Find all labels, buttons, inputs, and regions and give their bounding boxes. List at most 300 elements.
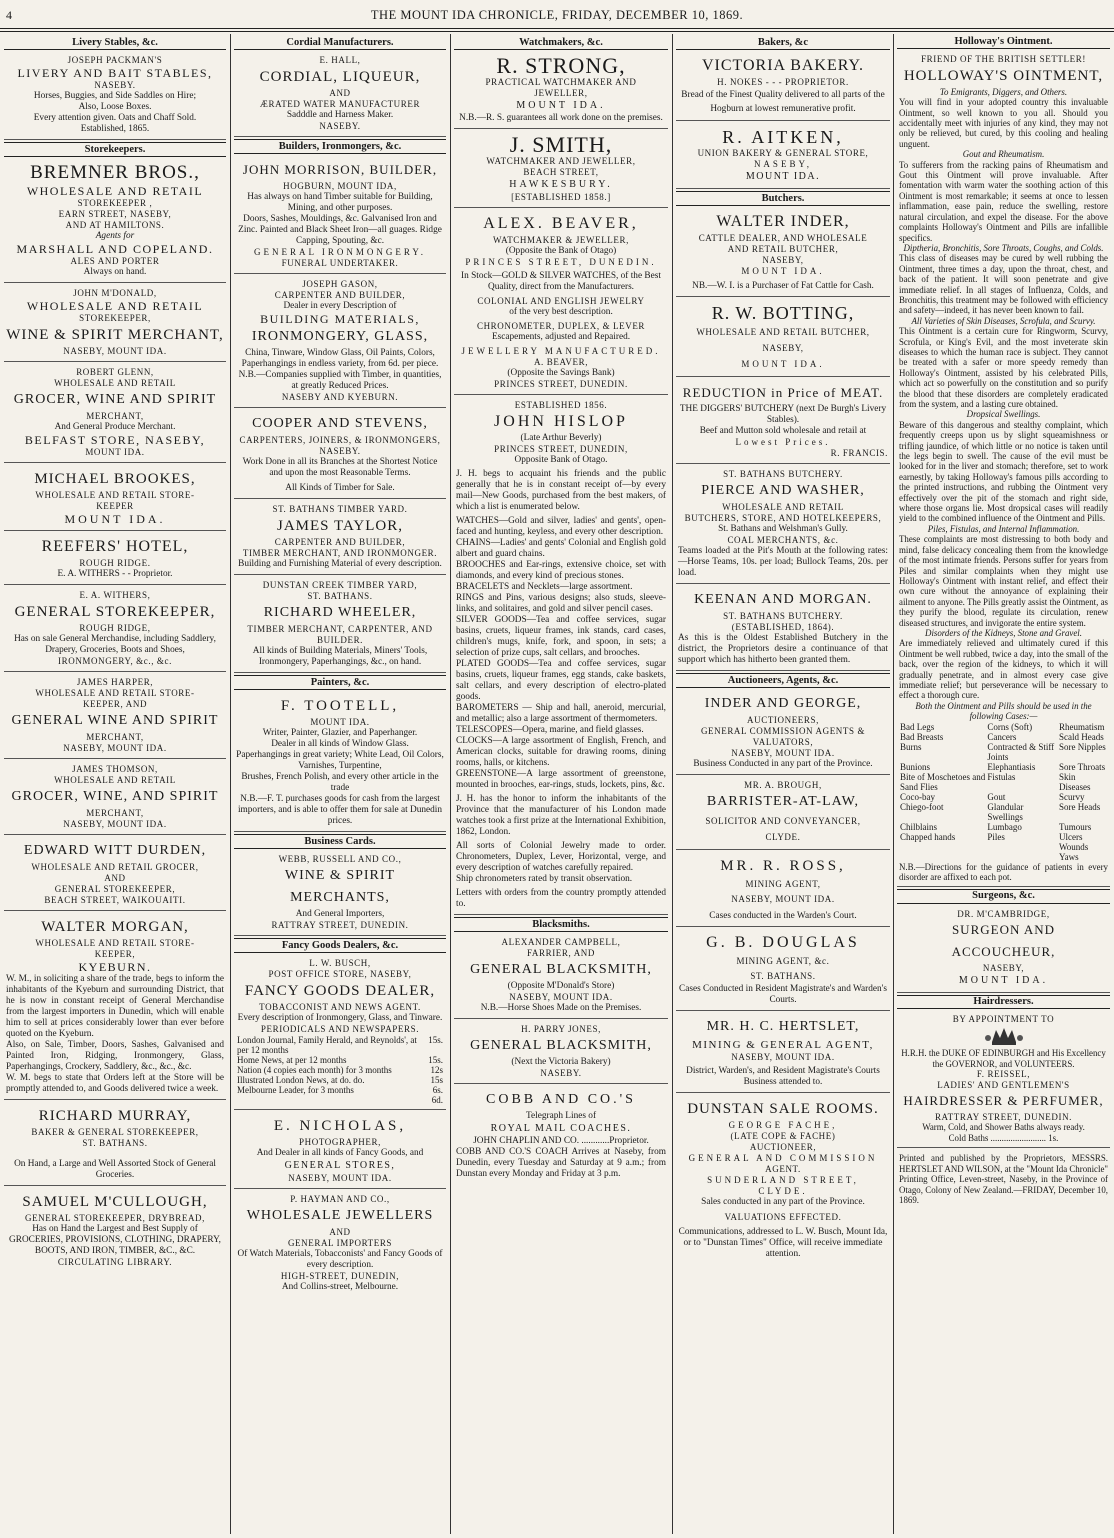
ad-text: CHRONOMETER, DUPLEX, & LEVER: [476, 321, 646, 331]
subhead: All Varieties of Skin Diseases, Scrofula, and Scurvy.: [911, 315, 1096, 326]
ad-text: MOUNT IDA.: [64, 512, 166, 526]
ad-text: SUNDERLAND STREET,: [707, 1175, 859, 1185]
ailment-row: Burns Contracted & Stiff Joints Sore Nipples: [900, 741, 1106, 762]
ad-text: And Dealer in all kinds of Fancy Goods, and: [256, 1148, 424, 1158]
ad-headline: GROCER, WINE, AND SPIRIT: [11, 789, 219, 804]
ad-text: MOUNT IDA.: [958, 974, 1049, 986]
ad-text: WHOLESALE AND RETAIL: [722, 502, 844, 512]
ad-name: DR. M'CAMBRIDGE,: [957, 908, 1050, 919]
ad-wheeler: [234, 577, 446, 673]
ad-headline: F. TOOTELL,: [280, 698, 400, 714]
column-5: [897, 34, 1110, 1534]
ad-headline: FANCY GOODS DEALER,: [244, 983, 436, 999]
ad-text: J. H. has the honor to inform the inhabitants of the Province that the manufacturer of his London made watches took a first prize at the International Exhibition, 1862, London.: [456, 794, 666, 837]
ad-text: R. FRANCIS.: [830, 448, 888, 458]
subhead: To Emigrants, Diggers, and Others.: [939, 86, 1068, 97]
ad-text: JOHN CHAPLIN AND CO. ............Proprietor.: [473, 1136, 649, 1146]
ad-packman: [4, 52, 226, 140]
ad-text: BY APPOINTMENT TO: [952, 1014, 1055, 1025]
ad-holloway: [897, 51, 1110, 887]
ad-text: RATTRAY STREET, DUNEDIN.: [934, 1112, 1073, 1123]
ailment-row: Chilblains Lumbago Tumours: [900, 821, 1092, 832]
ad-text: H.R.H. the DUKE OF EDINBURGH and His Excellency the GOVERNOR, and VOLUNTEERS.: [901, 1048, 1106, 1069]
royal-crest-icon: [899, 1024, 1108, 1048]
ad-text: MINING AGENT,: [745, 879, 821, 889]
ad-text: FARRIER, AND: [526, 948, 596, 958]
ad-text: AGENT.: [765, 1164, 801, 1174]
ad-headline: HOLLOWAY'S OINTMENT,: [903, 67, 1104, 84]
ad-text: LADIES' AND GENTLEMEN'S: [937, 1079, 1070, 1090]
ad-text: NASEBY, MOUNT IDA.: [731, 748, 835, 758]
ad-headline: EDWARD WITT DURDEN,: [23, 843, 207, 858]
ad-text: TOBACCONIST AND NEWS AGENT.: [259, 1002, 421, 1012]
column-rule: [230, 34, 231, 1534]
ad-text: COAL MERCHANTS, &c.: [727, 535, 839, 545]
ad-headline: GENERAL STOREKEEPER,: [14, 604, 216, 620]
ad-text: (Opposite M'Donald's Store): [507, 981, 615, 991]
ad-text: CARPENTERS, JOINERS, & IRONMONGERS,: [239, 435, 441, 445]
ad-text: KYEBURN.: [78, 960, 152, 974]
section-heading-livery: Livery Stables, &c.: [4, 36, 226, 50]
price-row: Home News, at per 12 months 15s.: [237, 1055, 443, 1065]
ad-name: JOHN M'DONALD,: [73, 288, 157, 298]
ad-text: COLONIAL AND ENGLISH JEWELRY: [477, 296, 645, 306]
ad-text: BUILDING MATERIALS,: [260, 312, 420, 326]
ailment-row: Chapped hands Piles Ulcers: [900, 831, 1083, 842]
ad-text: N.B.—Companies supplied with Timber, in quantities, at greatly Reduced Prices.: [238, 370, 442, 391]
ad-headline: VICTORIA BAKERY.: [701, 57, 865, 74]
ad-text: GENERAL STOREKEEPER, DRYBREAD,: [24, 1213, 205, 1223]
ad-headline: HAIRDRESSER & PERFUMER,: [903, 1093, 1104, 1109]
masthead: [0, 8, 1114, 30]
ad-cooper: [234, 410, 446, 499]
ad-name: MR. A. BROUGH,: [744, 780, 822, 790]
ad-headline: COOPER AND STEVENS,: [252, 416, 428, 431]
ad-name: JOSEPH PACKMAN'S: [67, 55, 163, 65]
ad-headline: SURGEON AND ACCOUCHEUR,: [951, 922, 1056, 960]
column-1: [4, 34, 226, 1534]
ad-text: China, Tinware, Window Glass, Oil Paints, Colors, Paperhangings in endless variety, from 6d. per piece.: [241, 348, 439, 369]
ad-text: ST. BATHANS.: [82, 1138, 148, 1148]
ad-text: In Stock—GOLD & SILVER WATCHES, of the Best Quality, direct from the Manufacturers.: [461, 271, 661, 292]
section-heading-auctioneers: Auctioneers, Agents, &c.: [676, 673, 890, 688]
ad-name: ST. BATHANS BUTCHERY.: [723, 469, 843, 479]
section-heading-storekeepers: Storekeepers.: [4, 142, 226, 157]
price-row: Melbourne Leader, for 3 months 6s. 6d.: [237, 1085, 443, 1105]
ad-headline: RICHARD WHEELER,: [263, 605, 417, 620]
ad-douglas: [676, 929, 890, 1011]
ad-text: PRINCES STREET, DUNEDIN.: [494, 379, 628, 389]
imprint-text: Printed and published by the Proprietors, MESSRS. HERTSLET AND WILSON, at the "Mount Ida Chronicle" Printing Office, Leven-street, Naseby, in the Province of Otago, Colony of New Zealand.—FRIDAY, December 10, 1869.: [899, 1153, 1109, 1205]
ad-text: Has on Hand the Largest and Best Supply of GROCERIES, PROVISIONS, CLOTHING, DRAPERY, BOOTS, AND IRON, TIMBER, &C., &C.: [9, 1224, 221, 1256]
ad-text: VALUATIONS EFFECTED.: [724, 1212, 842, 1222]
ad-text: KEEPER: [96, 501, 134, 511]
imprint: [897, 1150, 1110, 1209]
ad-text: ROUGH RIDGE.: [79, 558, 151, 568]
ad-headline: WALTER INDER,: [716, 213, 850, 230]
ad-text: Cold Baths ......................... 1s.: [948, 1132, 1059, 1143]
ad-text: Building and Furnishing Material of every description.: [238, 559, 442, 569]
column-rule: [893, 34, 894, 1534]
royal-crest-icon: [984, 1024, 1024, 1048]
ad-text: All kinds of Building Materials, Miners' Tools, Ironmongery, Paperhangings, &c., on hand.: [252, 646, 428, 667]
ad-text: NASEBY, MOUNT IDA.: [63, 346, 167, 356]
ad-text: MINING AGENT, &c.: [736, 956, 830, 966]
ad-text: N.B.—F. T. purchases goods for cash from the largest importers, and is able to offer them for sale at Dunedin prices.: [237, 794, 443, 826]
ad-strong: [454, 52, 668, 129]
column-4: [676, 34, 890, 1534]
section-heading-surgeons: Surgeons, &c.: [897, 889, 1110, 903]
ad-text: WATCHMAKER AND JEWELLER,: [486, 156, 636, 166]
ad-jones: [454, 1021, 668, 1084]
ad-text: MERCHANT,: [86, 732, 144, 742]
ad-text: Has always on hand Timber suitable for Building, Mining, and other purposes.: [247, 192, 433, 213]
ad-text: Opposite Bank of Otago.: [514, 455, 608, 465]
ad-morgan: [4, 913, 226, 1100]
ailment-row: Bad Breasts Cancers Scald Heads: [900, 731, 1104, 742]
subhead: Both the Ointment and Pills should be used in the following Cases:—: [915, 700, 1092, 722]
ad-campbell: [454, 934, 668, 1019]
ailment-row: Coco-bay Gout Scurvy: [900, 791, 1085, 802]
ad-text: Doors, Sashes, Mouldings, &c. Galvanised Iron and Zinc. Painted and Black Sheet Iron—all guages. Ridge Capping, Spouting, &c.: [238, 214, 442, 246]
ad-text: MOUNT IDA.: [85, 447, 145, 457]
ad-text: CLYDE.: [765, 832, 801, 842]
ailment-row: Chiego-foot Glandular Swellings Sore Heads: [900, 801, 1101, 822]
ad-aitken: [676, 123, 890, 189]
ad-headline: BREMNER BROS.,: [30, 162, 200, 183]
ad-text: This Ointment is a certain cure for Ringworm, Scurvy, Scrofula, or King's Evil, and the most inveterate skin diseases to which the human race is subject. They cannot be treated with a safer or more speedy remedy than Holloway's Ointment, assisted by his celebrated Pills, which act so powerfully on the constitution and so purify the blood that these disorders are completely eradicated from the system, and a lasting cure obtained.: [899, 326, 1108, 409]
ad-text: PERIODICALS AND NEWSPAPERS.: [260, 1024, 420, 1034]
ad-smith: [454, 131, 668, 208]
ad-text: CATTLE DEALER, AND WHOLESALE: [698, 233, 868, 243]
ad-text: AND: [329, 88, 351, 98]
ad-text: HAWKESBURY.: [509, 179, 613, 190]
ad-text: GREENSTONE—A large assortment of greenstone, mounted in brooches, ear-rings, studs, lockets, pins, &c.: [456, 769, 666, 790]
ad-beaver: [454, 210, 668, 395]
ad-text: NB.—W. I. is a Purchaser of Fat Cattle for Cash.: [692, 281, 874, 291]
ad-text: NASEBY, MOUNT IDA.: [63, 743, 167, 753]
ad-text: Also, Loose Boxes.: [78, 102, 152, 112]
ad-text: Escapements, adjusted and Repaired.: [491, 332, 631, 342]
ad-text: TELESCOPES—Opera, marine, and field glasses.: [456, 725, 644, 735]
ad-text: NASEBY, MOUNT IDA.: [731, 1052, 835, 1062]
subhead: Gout and Rheumatism.: [962, 149, 1045, 160]
ad-hertslet: [676, 1013, 890, 1093]
ad-text: TIMBER MERCHANT, AND IRONMONGER.: [242, 548, 438, 558]
ad-text: ROUGH RIDGE,: [79, 623, 151, 633]
ad-text: BAROMETERS — Ship and hall, aneroid, mercurial, and metallic; also a large assortment of thermometers.: [456, 703, 666, 724]
ad-text: E. A. WITHERS - - Proprietor.: [57, 569, 173, 579]
ad-text: WHOLESALE AND RETAIL STORE-: [35, 688, 195, 698]
ad-text: MERCHANT,: [86, 808, 144, 818]
column-rule: [672, 34, 673, 1534]
ad-victoria: [676, 52, 890, 121]
ad-text: These complaints are most distressing to both body and mind, false delicacy concealing them from the knowledge of the most intimate friends. Persons suffer for years from Piles and similar complaints when they might use Holloway's Ointment with instant relief, and effect their own cure without the annoyance of explaining their ailment to anyone. The Pills greatly assist the Ointment, as they purify the blood, regulate its circulation, renew diseased structures, and invigorate the entire system.: [899, 534, 1108, 628]
section-heading-fancy: Fancy Goods Dealers, &c.: [234, 938, 446, 953]
ad-name: JAMES THOMSON,: [72, 764, 158, 774]
ailment-row: Wounds: [1059, 841, 1089, 852]
ad-text: W. M. begs to state that Orders left at the Store will be promptly attended to, and Goods delivered twice a week.: [6, 1073, 224, 1094]
ad-hayman: [234, 1191, 446, 1297]
ad-headline: RICHARD MURRAY,: [38, 1108, 192, 1124]
ad-text: WATCHES—Gold and silver, ladies' and gents', open-faced and hunting, keyless, and every other description.: [456, 516, 666, 537]
ad-text: NASEBY.: [540, 1068, 582, 1078]
ad-text: KEEPER,: [94, 949, 136, 959]
ad-headline: WINE & SPIRIT MERCHANT,: [6, 327, 224, 343]
ad-headline: R. W. BOTTING,: [711, 303, 855, 323]
page-number: 4: [6, 8, 12, 22]
ad-headline: MICHAEL BROOKES,: [34, 471, 196, 487]
ad-headline: J. SMITH,: [509, 132, 613, 157]
ad-name: L. W. BUSCH,: [309, 958, 371, 968]
ad-name: H. PARRY JONES,: [521, 1024, 601, 1034]
ad-text: MOUNT IDA.: [310, 717, 370, 727]
ad-headline: ALEX. BEAVER,: [483, 215, 639, 232]
ad-text: WHOLESALE AND RETAIL: [26, 184, 204, 198]
ad-text: MOUNT IDA.: [745, 171, 821, 182]
ad-headline: IRONMONGERY, GLASS,: [251, 329, 429, 344]
ad-text: AND RETAIL BUTCHER,: [727, 244, 839, 254]
ad-botting: [676, 299, 890, 377]
ad-text: JEWELLERY MANUFACTURED.: [461, 346, 661, 356]
ad-text: Agents for: [95, 231, 135, 241]
ad-text: FRIEND OF THE BRITISH SETTLER!: [921, 54, 1086, 65]
ad-text: MINING & GENERAL AGENT,: [692, 1039, 874, 1051]
ad-text: As this is the Oldest Established Butchery in the district, the Proprietors desire a continuance of that support which has hitherto been granted them.: [678, 633, 888, 665]
ad-headline: GENERAL BLACKSMITH,: [470, 1038, 652, 1053]
ad-text: UNION BAKERY & GENERAL STORE,: [697, 148, 869, 158]
ad-text: ST. BATHANS.: [750, 971, 816, 981]
ad-text: ÆRATED WATER MANUFACTURER: [259, 99, 421, 109]
ad-text: On Hand, a Large and Well Assorted Stock of General Groceries.: [14, 1159, 216, 1180]
ad-text: PRINCES STREET, DUNEDIN.: [465, 257, 657, 267]
ailment-row: Bad Legs Corns (Soft) Rheumatism: [900, 721, 1105, 732]
ad-cobb: [454, 1086, 668, 1184]
ad-mccambridge: [897, 906, 1110, 993]
ad-text: BEACH STREET, WAIKOUAITI.: [44, 895, 186, 905]
ad-text: Of Watch Materials, Tobacconists' and Fancy Goods of every description.: [237, 1249, 443, 1270]
ad-text: ESTABLISHED 1856.: [514, 400, 608, 410]
ad-text: Communications, addressed to L. W. Busch, Mount Ida, or to "Dunstan Times" Office, will receive immediate attention.: [678, 1227, 888, 1259]
ad-text: BAKER & GENERAL STOREKEEPER,: [31, 1127, 199, 1137]
ad-text: STOREKEEPER ,: [77, 198, 153, 208]
ad-text: WATCHMAKER & JEWELLER,: [493, 235, 629, 245]
ad-text: To sufferers from the racking pains of Rheumatism and Gout this Ointment will prove invaluable. After fomentation with warm water the soothing action of this Ointment is most remarkable; it seems at once to lessen inflammation, ease pain, reduce the swelling, restore natural circulation, and expel the disease. For the above complaints Holloway's Ointment and Pills are infallible specifics.: [899, 159, 1108, 243]
ad-text: NASEBY,: [762, 343, 804, 353]
ad-text: (Opposite the Bank of Otago): [505, 246, 617, 256]
ad-text: Lowest Prices.: [735, 437, 831, 447]
ad-nicholas: [234, 1112, 446, 1189]
section-heading-holloway: Holloway's Ointment.: [897, 36, 1110, 49]
ailment-row: Bunions Elephantiasis Sore Throats: [900, 761, 1106, 772]
ad-text: FUNERAL UNDERTAKER.: [281, 258, 399, 268]
subhead: Disorders of the Kidneys, Stone and Gravel.: [925, 627, 1082, 638]
ad-hall: [234, 52, 446, 137]
ad-text: NASEBY, MOUNT IDA.: [731, 894, 835, 904]
ad-headline: WINE & SPIRIT MERCHANTS,: [284, 868, 396, 905]
ad-text: EARN STREET, NASEBY,: [58, 209, 172, 219]
ad-hislop: [454, 397, 668, 915]
ad-name: ALEXANDER CAMPBELL,: [501, 937, 621, 947]
ailments-table: [899, 722, 1108, 862]
ad-text: AND: [104, 873, 126, 883]
ad-headline: GENERAL BLACKSMITH,: [470, 962, 652, 977]
ad-text: And General Produce Merchant.: [54, 422, 176, 432]
ad-text: (ESTABLISHED, 1864).: [731, 622, 835, 632]
ad-text: N.B.—R. S. guarantees all work done on the premises.: [459, 113, 663, 123]
ad-text: HIGH-STREET, DUNEDIN,: [280, 1271, 400, 1281]
section-heading-painters: Painters, &c.: [234, 675, 446, 690]
subhead: Diptheria, Bronchitis, Sore Throats, Coughs, and Colds.: [903, 242, 1104, 253]
ad-headline: PIERCE AND WASHER,: [701, 483, 865, 498]
ad-text: St. Bathans and Welshman's Gully.: [718, 524, 848, 534]
ad-text: MARSHALL AND COPELAND.: [16, 242, 214, 256]
ad-text: AUCTIONEERS,: [747, 715, 819, 725]
ad-headline: INDER AND GEORGE,: [704, 696, 862, 711]
ad-webb: [234, 851, 446, 936]
ad-text: PLATED GOODS—Tea and coffee services, sugar basins, cruets, liqueur frames, egg stands, cake baskets, salt cellars, and every description of electro-plated goods.: [456, 659, 666, 702]
ad-headline: JOHN MORRISON, BUILDER,: [242, 162, 438, 177]
ad-text: CARPENTER AND BUILDER,: [274, 290, 406, 300]
ad-text: Business Conducted in any part of the Province.: [693, 759, 873, 769]
ad-brough: [676, 777, 890, 850]
ad-text: WHOLESALE AND RETAIL: [54, 378, 176, 388]
ad-name: DUNSTAN CREEK TIMBER YARD,: [262, 580, 418, 590]
ad-text: JEWELLER,: [534, 88, 588, 98]
ad-text: And General Importers,: [295, 909, 385, 919]
ad-text: District, Warden's, and Resident Magistrate's Courts Business attended to.: [686, 1066, 880, 1087]
ad-headline: E. NICHOLAS,: [273, 1118, 407, 1134]
ad-text: SILVER GOODS—Tea and coffee services, sugar basins, cruets, liqueur frames, ink stands, card cases, children's mugs, knife, fork, and spoon, in sets; a selection of prize cups, salt cellars, and brooches.: [456, 615, 666, 658]
ad-bremner: [4, 159, 226, 283]
ad-text: N.B.—Horse Shoes Made on the Premises.: [480, 1003, 642, 1013]
ad-name: JAMES HARPER,: [76, 677, 154, 687]
ad-text: NASEBY,: [753, 159, 813, 169]
ad-text: Established, 1865.: [80, 124, 150, 134]
ad-text: WHOLESALE AND RETAIL STORE-: [35, 490, 195, 500]
masthead-rule: [0, 28, 1114, 29]
ad-headline: G. B. DOUGLAS: [706, 934, 860, 951]
ad-name: E. HALL,: [319, 55, 361, 65]
ad-text: Letters with orders from the country promptly attended to.: [456, 888, 666, 909]
ad-mccullough: [4, 1188, 226, 1272]
ad-text: STOREKEEPER,: [79, 313, 151, 323]
ad-text: GENERAL STORES,: [284, 1160, 396, 1171]
ad-text: (LATE COPE & FACHE): [730, 1131, 836, 1141]
ad-text: Bread of the Finest Quality delivered to all parts of the Hogburn at lowest remunerative profit.: [681, 90, 885, 114]
ad-text: All Kinds of Timber for Sale.: [285, 483, 395, 493]
ad-text: TIMBER MERCHANT, CARPENTER, AND BUILDER.: [247, 624, 433, 645]
ad-headline: GROCER, WINE AND SPIRIT: [13, 392, 217, 407]
ad-name: WEBB, RUSSELL AND CO.,: [278, 854, 402, 864]
periodicals-price-list: [236, 1035, 444, 1105]
ad-text: All sorts of Colonial Jewelry made to order. Chronometers, Duplex, Lever, Horizontal, verge, and every description of watches carefully repaired.: [456, 841, 666, 873]
ad-text: Warm, Cold, and Shower Baths always ready.: [922, 1122, 1085, 1133]
ad-text: Also, on Sale, Timber, Doors, Sashes, Galvanised and Painted Iron, Ridging, Ironmongery, Glass, Paperhangings, Crockery, Saddlery, &c., &c., &c.: [6, 1040, 224, 1072]
ad-headline: CORDIAL, LIQUEUR,: [259, 69, 421, 85]
ad-headline: BARRISTER-AT-LAW,: [706, 794, 860, 809]
section-heading-hairdressers: Hairdressers.: [897, 995, 1110, 1009]
ad-text: Sadddle and Harness Maker.: [286, 110, 394, 120]
ad-brookes: [4, 465, 226, 531]
ad-text: THE DIGGERS' BUTCHERY (next De Burgh's Livery Stables).: [679, 404, 887, 425]
ad-text: PRACTICAL WATCHMAKER AND: [485, 77, 637, 87]
ad-text: Ship chronometers rated by transit observation.: [456, 874, 633, 884]
ad-text: H. NOKES - - - PROPRIETOR.: [717, 77, 849, 87]
ad-headline: R. STRONG,: [496, 53, 626, 78]
ad-text: (Next the Victoria Bakery): [511, 1057, 611, 1067]
ad-thomson: [4, 761, 226, 835]
ad-text: BROOCHES and Ear-rings, extensive choice, set with diamonds, and every kind of precious stones.: [456, 560, 666, 581]
ad-text: BEACH STREET,: [523, 167, 599, 177]
ad-text: CARPENTER AND BUILDER,: [274, 537, 406, 547]
ad-text: GEORGE FACHE,: [728, 1120, 838, 1130]
ad-durden: [4, 837, 226, 911]
ad-text: BELFAST STORE, NASEBY,: [24, 433, 206, 447]
ad-text: [ESTABLISHED 1858.]: [511, 192, 611, 202]
ad-text: Every description of Ironmongery, Glass, and Tinware.: [237, 1013, 443, 1023]
ad-text: WHOLESALE AND RETAIL: [26, 299, 204, 313]
ad-text: NASEBY.: [319, 121, 361, 131]
ad-text: BUTCHERS, STORE, AND HOTELKEEPERS,: [684, 513, 882, 523]
ad-text: J. H. begs to acquaint his friends and the public generally that he is in constant receipt of—by every mail—New Goods, purchased from the best makers, of which a list is enumerated below.: [456, 469, 666, 512]
ad-headline: DUNSTAN SALE ROOMS.: [687, 1101, 879, 1117]
ad-fache: [676, 1095, 890, 1264]
ad-text: GENERAL COMMISSION AGENTS & VALUATORS,: [700, 726, 866, 747]
ad-text: Has on sale General Merchandise, including Saddlery, Drapery, Groceries, Boots and Shoes,: [14, 634, 216, 655]
ad-text: NASEBY, MOUNT IDA.: [288, 1173, 392, 1183]
ad-headline: GENERAL WINE AND SPIRIT: [11, 713, 219, 728]
ad-text: NASEBY AND KYEBURN.: [281, 392, 399, 402]
ad-text: AUCTIONEER,: [749, 1142, 817, 1152]
ad-name: F. REISSEL,: [976, 1069, 1031, 1080]
ad-busch: [234, 955, 446, 1110]
ad-text: of the very best description.: [509, 307, 613, 317]
ad-text: Every attention given. Oats and Chaff Sold.: [33, 113, 197, 123]
column-2: [234, 34, 446, 1534]
ad-gason: [234, 276, 446, 408]
ad-text: WHOLESALE AND RETAIL: [54, 775, 176, 785]
section-heading-blacksmiths: Blacksmiths.: [454, 917, 668, 932]
ad-inder: [676, 208, 890, 297]
ad-text: RATTRAY STREET, DUNEDIN.: [271, 920, 409, 930]
ad-text: A. BEAVER,: [533, 357, 589, 367]
ailment-row: Yaws: [1059, 851, 1079, 862]
ad-text: HOGBURN, MOUNT IDA,: [283, 181, 397, 191]
ad-text: W. M., in soliciting a share of the trade, begs to inform the inhabitants of the Kyeburn and surrounding District, that he is now in constant receipt of General Merchandise from the largest importers in Dunedin, which will enable him to sell at prices considerably lower than ever before quoted on the Kyeburn.: [6, 974, 224, 1039]
ad-keenan: [676, 586, 890, 671]
ad-text: You will find in your adopted country this invaluable Ointment, so well known to you all. Should you accidentally meet with injuries of any kind, they may not only be relieved, but cured, by this cooling and healing unguent.: [899, 97, 1108, 149]
ad-text: Always on hand.: [83, 267, 147, 277]
ad-text: MOUNT IDA.: [516, 100, 606, 111]
ad-taylor: [234, 501, 446, 575]
section-heading-butchers: Butchers.: [676, 191, 890, 206]
ad-text: PHOTOGRAPHER,: [299, 1137, 381, 1147]
subhead: Piles, Fistulas, and Internal Inflammation.: [927, 523, 1080, 534]
ad-tootell: [234, 692, 446, 832]
ad-name: P. HAYMAN AND CO.,: [290, 1194, 390, 1204]
ad-text: Cases conducted in the Warden's Court.: [709, 911, 857, 921]
ad-text: Paperhangings in great variety; White Lead, Oil Colors, Varnishes, Turpentine,: [236, 750, 444, 771]
price-row: Nation (4 copies each month) for 3 months 12s: [237, 1065, 443, 1075]
ad-text: AND AT HAMILTONS.: [65, 220, 165, 230]
ad-reissel: [897, 1011, 1110, 1148]
ad-glenn: [4, 364, 226, 463]
ad-text: WHOLESALE AND RETAIL GROCER,: [31, 862, 199, 872]
ad-text: MOUNT IDA.: [741, 359, 825, 369]
ad-text: Dealer in all kinds of Window Glass.: [271, 739, 409, 749]
ad-place: NASEBY.: [94, 80, 136, 90]
